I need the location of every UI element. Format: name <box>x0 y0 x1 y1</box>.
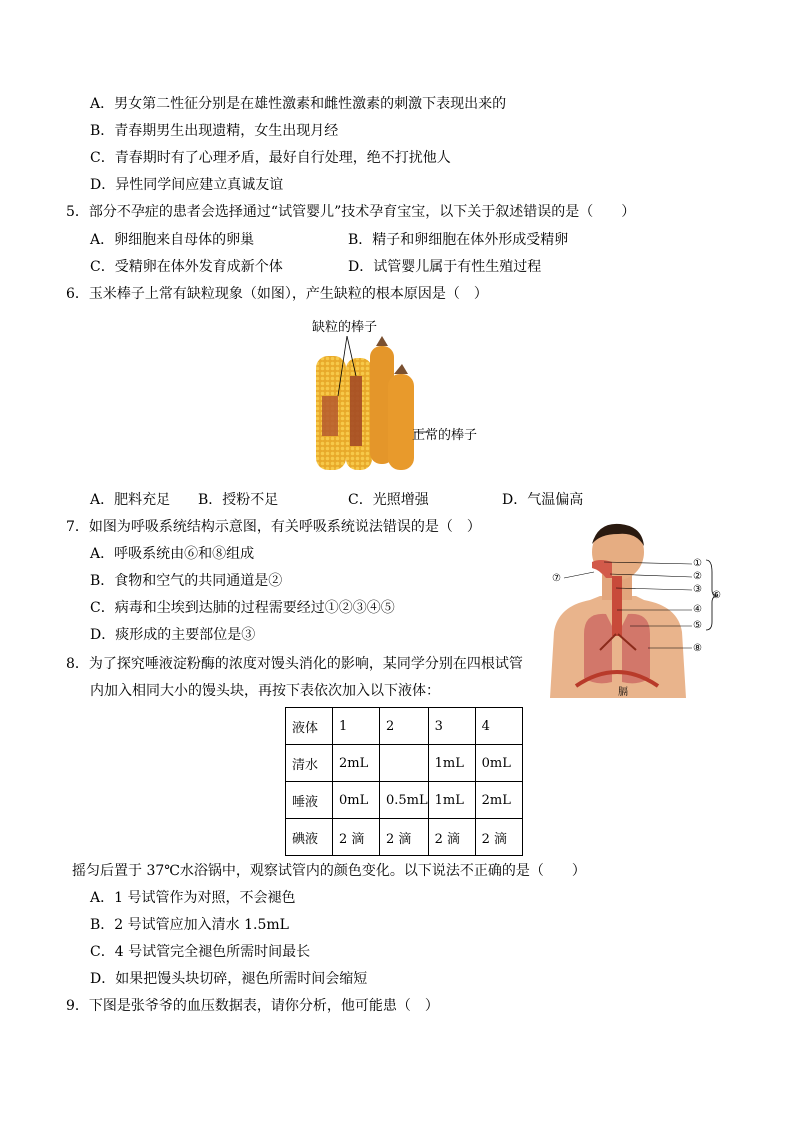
table-cell: 1 <box>333 708 380 745</box>
table-cell: 2 滴 <box>475 819 522 856</box>
q8-option-c: C．4 号试管完全褪色所需时间最长 <box>90 944 311 960</box>
q7-option-a: A．呼吸系统由⑥和⑧组成 <box>90 546 255 562</box>
table-cell: 1mL <box>428 782 475 819</box>
table-cell: 2mL <box>475 782 522 819</box>
q7-stem: 7．如图为呼吸系统结构示意图，有关呼吸系统说法错误的是（ ） <box>66 519 481 535</box>
table-cell: 2 滴 <box>428 819 475 856</box>
table-cell: 2 滴 <box>333 819 380 856</box>
table-cell: 液体 <box>286 708 333 745</box>
table-cell: 2 <box>380 708 429 745</box>
liquid-table <box>285 707 523 856</box>
q5-option-c: C．受精卵在体外发育成新个体 <box>90 259 283 275</box>
q4-option-b: B．青春期男生出现遗精，女生出现月经 <box>90 123 339 139</box>
table-cell: 0mL <box>475 745 522 782</box>
q6-option-a: A．肥料充足 <box>90 492 171 508</box>
table-cell: 0.5mL <box>380 782 429 819</box>
q7-option-b: B．食物和空气的共同通道是② <box>90 573 283 589</box>
label-8: ⑧ <box>693 643 702 654</box>
table-cell: 0mL <box>333 782 380 819</box>
table-cell: 清水 <box>286 745 333 782</box>
q5-stem: 5．部分不孕症的患者会选择通过“试管婴儿”技术孕育宝宝，以下关于叙述错误的是（ ） <box>66 204 636 220</box>
q4-option-d: D．异性同学间应建立真诚友谊 <box>90 177 284 193</box>
label-1: ① <box>693 558 702 569</box>
q8-stem-2: 内加入相同大小的馒头块，再按下表依次加入以下液体： <box>90 683 440 699</box>
table-row <box>286 782 523 819</box>
q4-option-c: C．青春期时有了心理矛盾，最好自行处理，绝不打扰他人 <box>90 150 451 166</box>
q8-stem-1: 8．为了探究唾液淀粉酶的浓度对馒头消化的影响，某同学分别在四根试管 <box>66 656 523 672</box>
table-row <box>286 819 523 856</box>
corn-cob-4 <box>388 364 414 470</box>
q5-option-a: A．卵细胞来自母体的卵巢 <box>90 232 255 248</box>
label-7: ⑦ <box>552 573 561 584</box>
label-5: ⑤ <box>693 620 702 631</box>
q6-option-c: C．光照增强 <box>348 492 429 508</box>
q6-stem: 6．玉米棒子上常有缺粒现象（如图），产生缺粒的根本原因是（ ） <box>66 286 488 302</box>
corn-label-defect: 缺粒的棒子 <box>312 320 378 335</box>
q6-option-d: D．气温偏高 <box>502 492 584 508</box>
q6-option-b: B．授粉不足 <box>198 492 279 508</box>
q8-after: 摇匀后置于 37℃水浴锅中，观察试管内的颜色变化。以下说法不正确的是（ ） <box>72 863 586 879</box>
corn-figure <box>310 336 490 472</box>
table-cell: 1mL <box>428 745 475 782</box>
label-4: ④ <box>693 604 702 615</box>
label-2: ② <box>693 571 702 582</box>
q7-option-c: C．病毒和尘埃到达肺的过程需要经过①②③④⑤ <box>90 600 395 616</box>
table-row <box>286 745 523 782</box>
label-diaphragm: 膈 <box>618 687 628 698</box>
corn-cob-2 <box>346 358 372 470</box>
table-cell <box>380 745 429 782</box>
q4-option-a: A．男女第二性征分别是在雄性激素和雌性激素的刺激下表现出来的 <box>90 96 507 112</box>
q8-option-a: A．1 号试管作为对照，不会褪色 <box>90 890 296 906</box>
table-cell: 4 <box>475 708 522 745</box>
q5-option-d: D．试管婴儿属于有性生殖过程 <box>348 259 542 275</box>
label-3: ③ <box>693 584 702 595</box>
table-cell: 2 滴 <box>380 819 429 856</box>
q5-option-b: B．精子和卵细胞在体外形成受精卵 <box>348 232 569 248</box>
q9-stem: 9．下图是张爷爷的血压数据表，请你分析，他可能患（ ） <box>66 998 439 1014</box>
table-header-row <box>286 708 523 745</box>
table-cell: 2mL <box>333 745 380 782</box>
label-6: ⑥ <box>712 590 721 601</box>
q7-option-d: D．痰形成的主要部位是③ <box>90 627 256 643</box>
table-cell: 碘液 <box>286 819 333 856</box>
corn-label-normal: 正常的棒子 <box>412 428 478 443</box>
table-cell: 唾液 <box>286 782 333 819</box>
q8-option-b: B．2 号试管应加入清水 1.5mL <box>90 917 289 933</box>
table-cell: 3 <box>428 708 475 745</box>
q8-option-d: D．如果把馒头块切碎，褪色所需时间会缩短 <box>90 971 368 987</box>
